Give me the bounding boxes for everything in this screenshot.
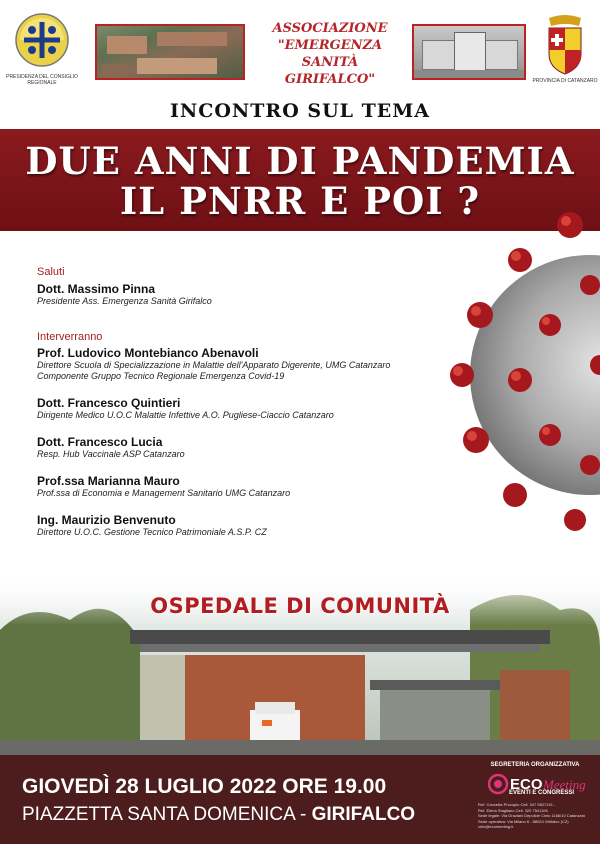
event-date: GIOVEDÌ 28 LUGLIO 2022 ORE 19.00	[22, 775, 387, 798]
eco-logo-script: Meeting	[543, 777, 586, 792]
contact-line: Sede operativa: Via Milano 6 - 88024 Girifalco (CZ)	[478, 818, 569, 824]
secretariat-label: SEGRETERIA ORGANIZZATIVA	[490, 762, 580, 768]
contact-line: Ref. Concetta Procopio Cell. 347 5527191 -	[478, 802, 556, 807]
speaker-entry	[37, 435, 457, 460]
eco-subtitle: EVENTI E CONGRESSI	[509, 790, 575, 796]
place-prefix: PIAZZETTA SANTA DOMENICA -	[22, 804, 312, 825]
region-crest-icon	[14, 12, 70, 72]
greetings-label: Saluti	[37, 266, 65, 278]
program	[37, 266, 457, 538]
speaker-role: Componente Gruppo Tecnico Regionale Emergenza Covid-19	[37, 371, 285, 381]
association-name	[250, 20, 410, 88]
speaker-entry	[37, 513, 457, 538]
header	[0, 0, 600, 100]
place-city: GIRIFALCO	[311, 804, 416, 825]
speaker-entry	[37, 474, 457, 499]
speaker-name: Dott. Massimo Pinna	[37, 282, 156, 296]
association-line-3: GIRIFALCO"	[284, 72, 376, 87]
contact-line: cirin@ecomeeting.it	[478, 824, 514, 829]
contacts	[478, 802, 596, 830]
speaker-name: Dott. Francesco Quintieri	[37, 396, 181, 410]
speaker-role: Direttore Scuola di Specializzazione in Malattie dell'Apparato Digerente, UMG Catanzaro	[37, 360, 391, 370]
association-line-2: "EMERGENZA SANITÀ	[277, 38, 383, 70]
speaker-name: Prof. Ludovico Montebianco Abenavoli	[37, 346, 259, 360]
speaker-role: Prof.ssa di Economia e Management Sanitario UMG Catanzaro	[37, 488, 291, 498]
title-line-2: IL PNRR E POI ?	[119, 179, 481, 223]
speaker-role: Resp. Hub Vaccinale ASP Catanzaro	[37, 449, 185, 459]
eco-logo-text: ECO	[510, 776, 543, 793]
event-place	[22, 804, 415, 826]
contact-line: Ref. Elena Stagliano Cell. 320 7541106	[478, 807, 548, 813]
speaker-role: Presidente Ass. Emergenza Sanità Girifalco	[37, 296, 212, 306]
coronavirus-illustration	[440, 205, 600, 535]
association-line-1: ASSOCIAZIONE	[272, 21, 388, 36]
footer	[0, 755, 600, 844]
hospital-aerial-photo	[95, 24, 245, 80]
province-crest-icon	[543, 14, 587, 76]
speaker-role: Dirigente Medico U.O.C Malattie Infettive A.O. Pugliese-Ciaccio Catanzaro	[37, 410, 334, 420]
speakers-label: Interverranno	[37, 331, 103, 343]
speaker-name: Dott. Francesco Lucia	[37, 435, 163, 449]
title-line-1: DUE ANNI DI PANDEMIA	[25, 139, 575, 183]
speaker-entry	[37, 396, 457, 421]
speaker-entry	[37, 346, 457, 382]
region-caption: PRESIDENZA DEL CONSIGLIO REGIONALE	[6, 74, 78, 86]
greeting-entry	[37, 282, 457, 307]
speaker-name: Ing. Maurizio Benvenuto	[37, 513, 176, 527]
contact-line: Sede legale: Via Graziani Depolide Cinto 1166/10 Catanzaro	[478, 813, 586, 818]
event-theme: INCONTRO SUL TEMA	[169, 100, 431, 122]
speaker-name: Prof.ssa Marianna Mauro	[37, 474, 180, 488]
speaker-role: Direttore U.O.C. Gestione Tecnico Patrimoniale A.S.P. CZ	[37, 527, 267, 537]
province-caption: PROVINCIA DI CATANZARO	[532, 78, 598, 84]
hospital-title: OSPEDALE DI COMUNITÀ	[150, 594, 450, 618]
historic-building-photo	[412, 24, 526, 80]
